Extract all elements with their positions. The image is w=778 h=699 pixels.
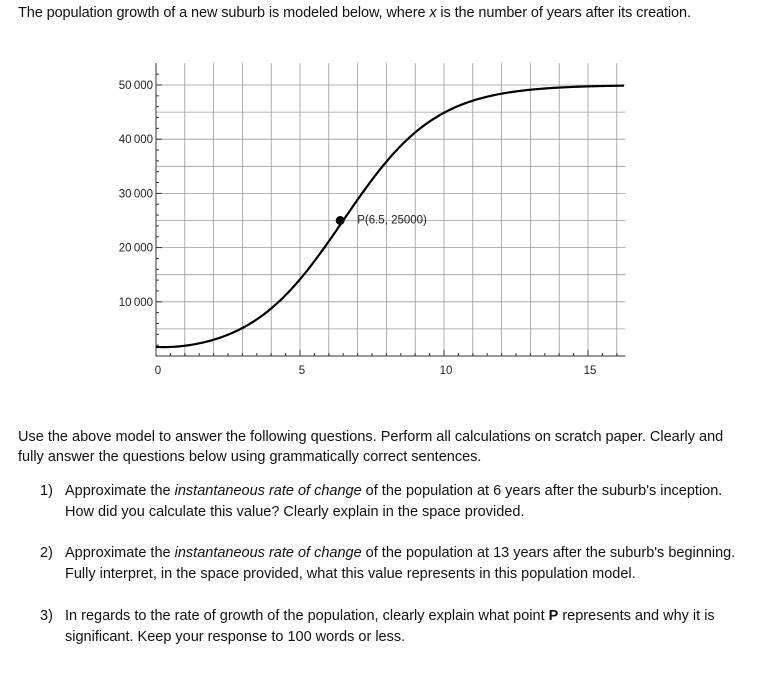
question-1-text [65, 481, 755, 523]
x-tick-label-10: 10 [439, 365, 453, 377]
question-3-before: In regards to the rate of growth of the population, clearly explain what point [65, 608, 549, 624]
question-3-after: represents and why it is significant. Keep your response to 100 words or less. [65, 608, 715, 645]
intro-x-variable: x [429, 5, 437, 21]
x-tick-label-0: 0 [154, 365, 162, 377]
intro-after: is the number of years after its creation. [436, 5, 691, 21]
question-2-after: of the population at 13 years after the suburb's beginning. Fully interpret, in the space provided, what this value represents in this population model. [65, 545, 736, 582]
intro-before: The population growth of a new suburb is modeled below, where [18, 5, 430, 21]
instructions: Use the above model to answer the following questions. Perform all calculations on scratch paper. Clearly and fully answer the questions below using grammatically correct sentences. [18, 429, 724, 465]
question-2-emphasis: instantaneous rate of change [174, 545, 362, 561]
chart-axes [156, 63, 625, 356]
y-tick-label-10000: 10 000 [118, 296, 153, 309]
question-3-text [65, 606, 755, 648]
y-tick-label-40000: 40 000 [118, 134, 153, 147]
x-tick-label-5: 5 [298, 365, 306, 377]
point-p-marker [336, 216, 345, 225]
y-tick-label-30000: 30 000 [118, 188, 153, 201]
question-1-number: 1) [40, 483, 53, 499]
y-tick-label-20000: 20 000 [118, 242, 153, 255]
question-2-text [65, 543, 755, 585]
question-2-before: Approximate the [65, 545, 175, 561]
question-3-number: 3) [40, 608, 53, 624]
question-3-bold-p: P [548, 608, 559, 624]
question-1-emphasis: instantaneous rate of change [174, 483, 362, 499]
y-tick-label-50000: 50 000 [118, 80, 153, 92]
question-1-before: Approximate the [65, 483, 175, 499]
point-p-label: P(6.5, 25000) [357, 214, 427, 227]
x-tick-label-15: 15 [583, 365, 597, 377]
question-2-number: 2) [40, 545, 53, 561]
question-1-after: of the population at 6 years after the suburb's inception. How did you calculate this value? Clearly explain in the space provided. [65, 483, 723, 520]
chart-grid [156, 63, 625, 356]
